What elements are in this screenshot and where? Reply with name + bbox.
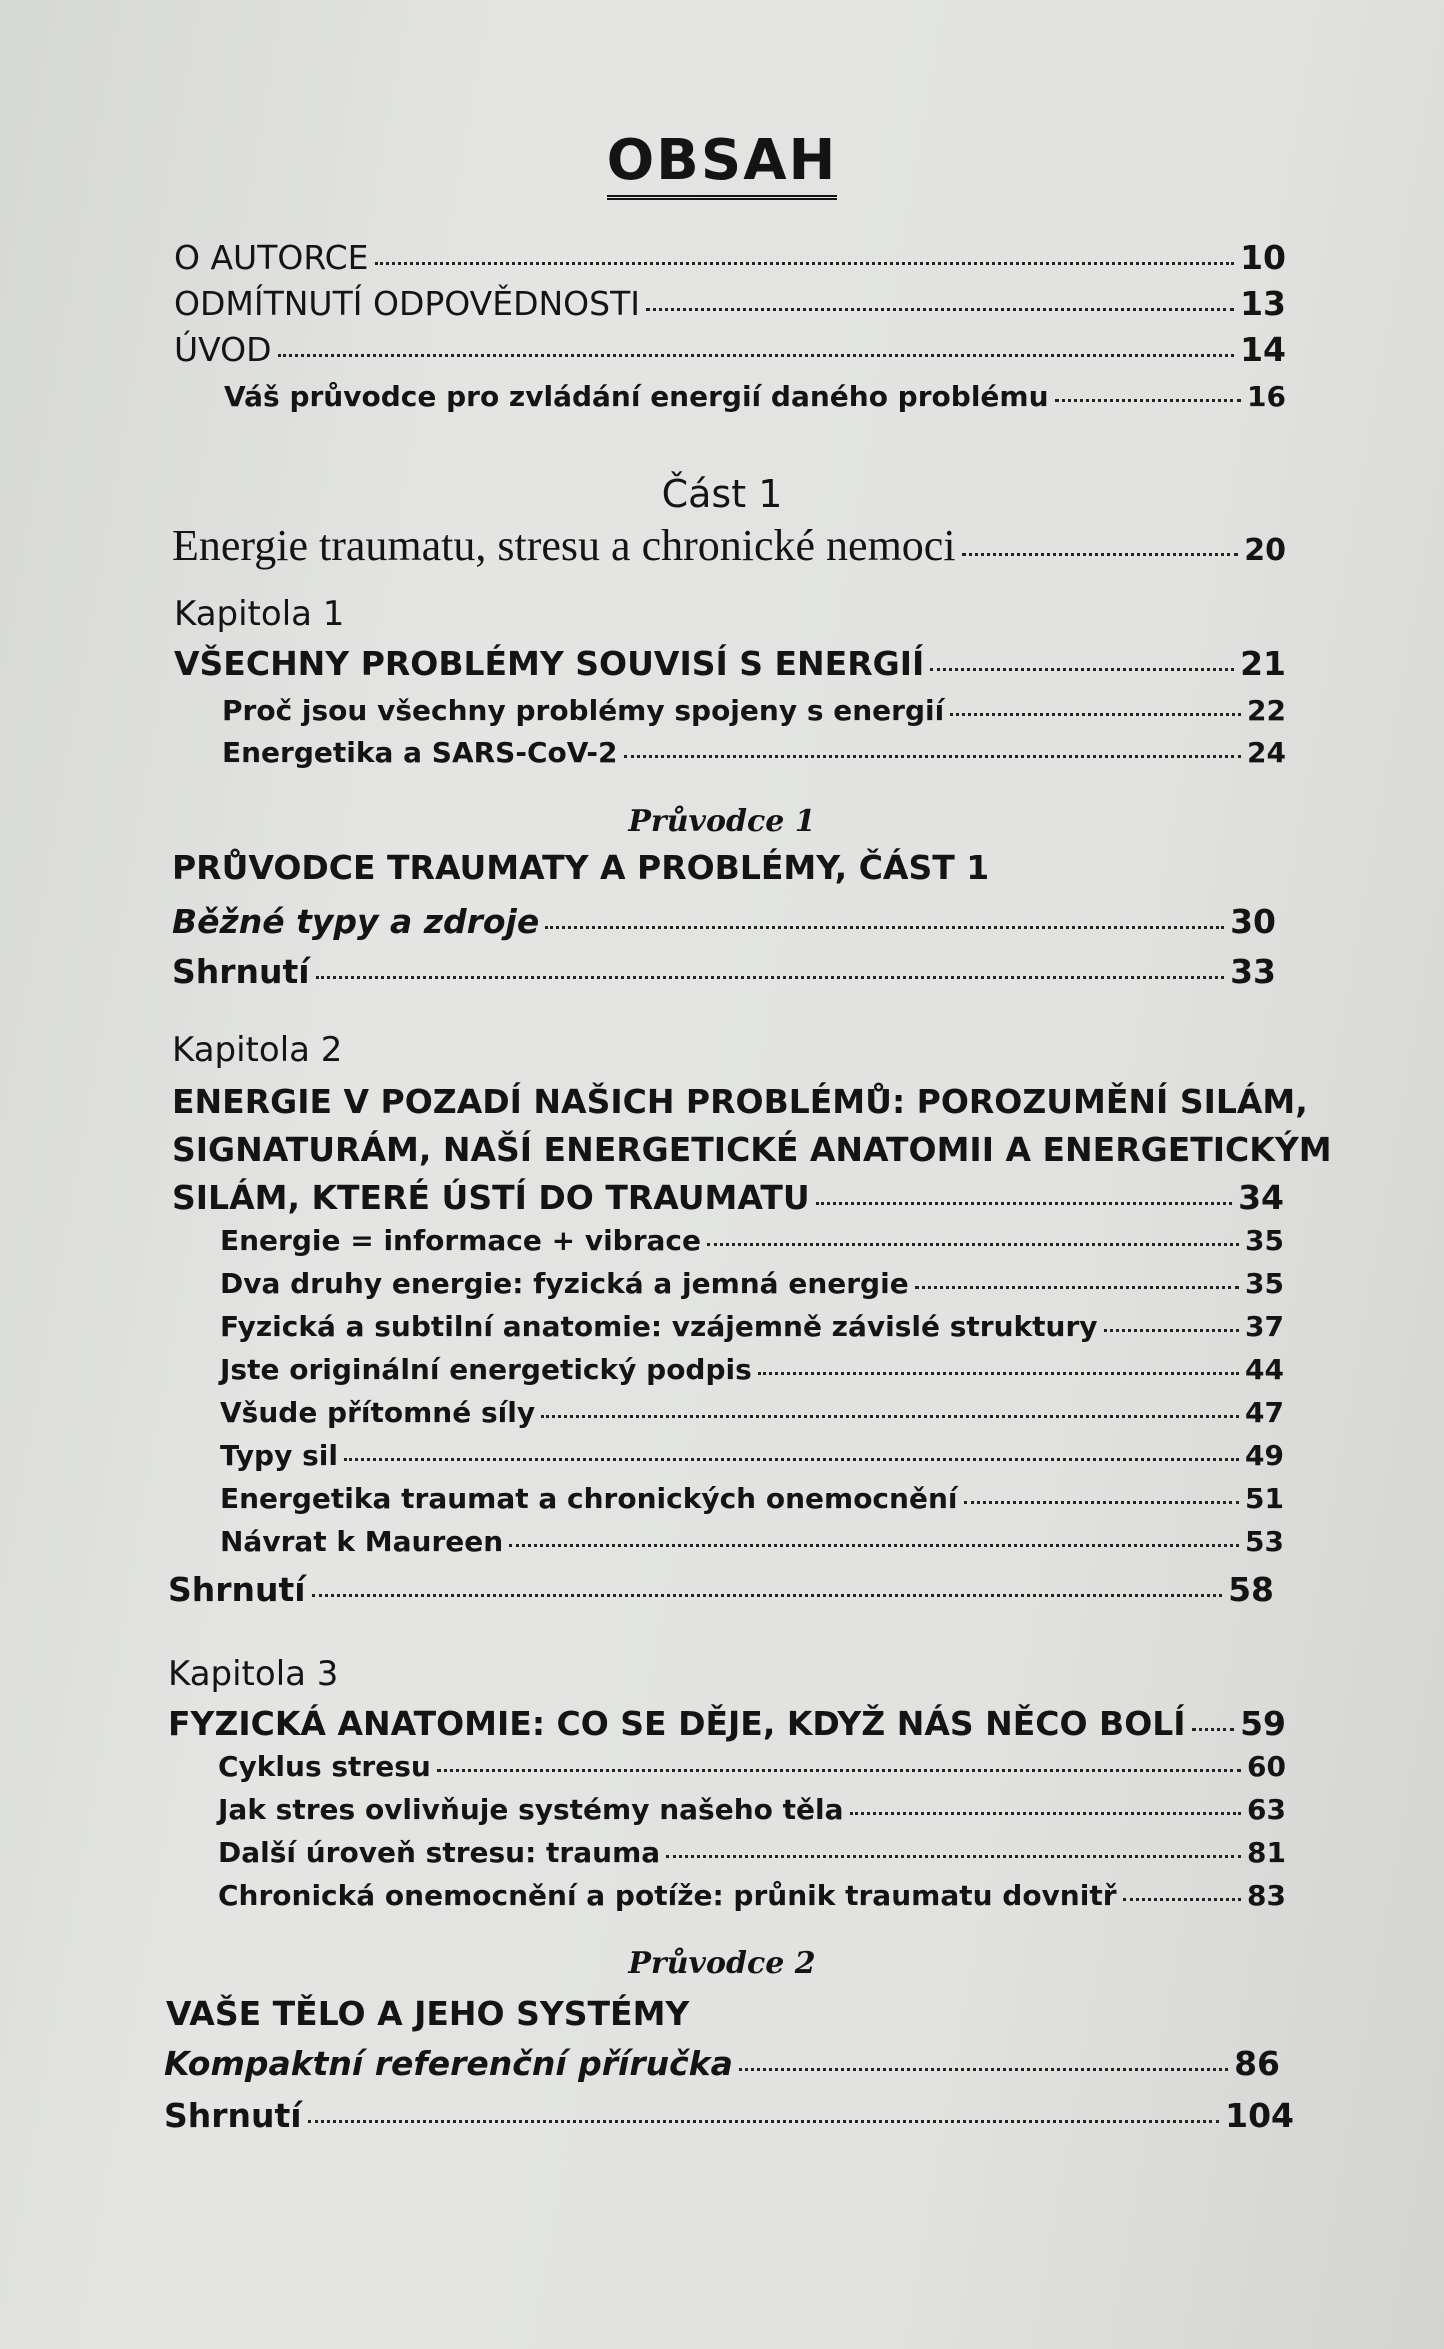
toc-entry-page: 60 bbox=[1247, 1750, 1286, 1783]
chapter-label: Kapitola 1 bbox=[174, 594, 345, 634]
toc-entry-label: Fyzická a subtilní anatomie: vzájemně závislé struktury bbox=[220, 1310, 1098, 1343]
toc-subentry bbox=[222, 736, 1286, 769]
chapter-title-entry bbox=[174, 644, 1286, 683]
toc-entry-page: 59 bbox=[1240, 1704, 1286, 1743]
toc-entry bbox=[164, 2096, 1294, 2135]
toc-entry bbox=[174, 238, 1286, 277]
toc-subentry bbox=[220, 1525, 1284, 1558]
toc-subentry bbox=[220, 1482, 1284, 1515]
toc-entry-label: Energie = informace + vibrace bbox=[220, 1224, 702, 1257]
chapter-title: VŠECHNY PROBLÉMY SOUVISÍ S ENERGIÍ bbox=[174, 644, 925, 683]
dot-leader bbox=[850, 1812, 1242, 1815]
toc-entry-label: Proč jsou všechny problémy spojeny s energií bbox=[222, 694, 945, 727]
dot-leader bbox=[1104, 1329, 1240, 1332]
toc-subentry bbox=[218, 1793, 1286, 1826]
toc-entry-page: 86 bbox=[1234, 2044, 1280, 2083]
toc-entry-page: 10 bbox=[1240, 238, 1286, 277]
dot-leader bbox=[509, 1544, 1239, 1547]
toc-entry-label: Jste originální energetický podpis bbox=[220, 1353, 752, 1386]
toc-entry-page: 21 bbox=[1240, 644, 1286, 683]
toc-entry bbox=[168, 1570, 1274, 1609]
toc-entry-page: 83 bbox=[1247, 1879, 1286, 1912]
toc-entry bbox=[164, 2044, 1280, 2083]
toc-entry-label: Jak stres ovlivňuje systémy našeho těla bbox=[218, 1793, 844, 1826]
toc-entry bbox=[172, 952, 1276, 991]
dot-leader bbox=[375, 262, 1235, 265]
toc-entry-page: 33 bbox=[1230, 952, 1276, 991]
toc-entry-page: 34 bbox=[1238, 1178, 1284, 1217]
guide-label: Průvodce 2 bbox=[628, 1946, 816, 1981]
toc-entry-label: Chronická onemocnění a potíže: průnik traumatu dovnitř bbox=[218, 1879, 1117, 1912]
toc-entry-page: 37 bbox=[1245, 1310, 1284, 1343]
toc-subentry bbox=[222, 694, 1286, 727]
toc-entry-page: 24 bbox=[1247, 736, 1286, 769]
toc-subentry bbox=[220, 1396, 1284, 1429]
chapter-label: Kapitola 3 bbox=[168, 1654, 339, 1694]
toc-entry-label: O AUTORCE bbox=[174, 238, 369, 277]
toc-entry-page: 81 bbox=[1247, 1836, 1286, 1869]
toc-entry bbox=[174, 330, 1286, 369]
toc-subentry bbox=[220, 1310, 1284, 1343]
toc-entry bbox=[174, 284, 1286, 323]
dot-leader bbox=[666, 1855, 1241, 1858]
toc-entry-label: Všude přítomné síly bbox=[220, 1396, 536, 1429]
toc-subentry bbox=[218, 1879, 1286, 1912]
dot-leader bbox=[950, 713, 1241, 716]
chapter-title-line: SIGNATURÁM, NAŠÍ ENERGETICKÉ ANATOMII A ENERGETICKÝM bbox=[172, 1130, 1332, 1169]
toc-entry-label: Energetika traumat a chronických onemocnění bbox=[220, 1482, 958, 1515]
chapter-title-entry bbox=[168, 1704, 1286, 1743]
toc-entry-page: 44 bbox=[1245, 1353, 1284, 1386]
toc-subentry bbox=[220, 1353, 1284, 1386]
toc-entry bbox=[172, 902, 1276, 941]
toc-entry-label: ODMÍTNUTÍ ODPOVĚDNOSTI bbox=[174, 284, 640, 323]
toc-entry-page: 13 bbox=[1240, 284, 1286, 323]
dot-leader bbox=[624, 755, 1242, 758]
part-title-entry bbox=[172, 520, 1286, 571]
toc-entry-label: Cyklus stresu bbox=[218, 1750, 431, 1783]
toc-subentry bbox=[220, 1224, 1284, 1257]
toc-subentry bbox=[220, 1267, 1284, 1300]
toc-subentry bbox=[218, 1750, 1286, 1783]
chapter-title: FYZICKÁ ANATOMIE: CO SE DĚJE, KDYŽ NÁS NĚCO BOLÍ bbox=[168, 1704, 1186, 1743]
toc-entry-page: 20 bbox=[1244, 533, 1286, 568]
toc-entry-label: Typy sil bbox=[220, 1439, 338, 1472]
dot-leader bbox=[816, 1202, 1232, 1205]
part-label: Část 1 bbox=[661, 472, 783, 516]
toc-entry-label: Shrnutí bbox=[172, 952, 310, 991]
toc-entry-page: 14 bbox=[1240, 330, 1286, 369]
toc-entry-page: 35 bbox=[1245, 1267, 1284, 1300]
chapter-title-line: SILÁM, KTERÉ ÚSTÍ DO TRAUMATU bbox=[172, 1178, 810, 1217]
dot-leader bbox=[316, 976, 1224, 979]
chapter-title-entry bbox=[172, 1178, 1284, 1217]
dot-leader bbox=[1055, 399, 1242, 402]
toc-entry-page: 30 bbox=[1230, 902, 1276, 941]
toc-entry-label: Shrnutí bbox=[164, 2096, 302, 2135]
dot-leader bbox=[1123, 1898, 1242, 1901]
toc-entry-label: Návrat k Maureen bbox=[220, 1525, 504, 1558]
dot-leader bbox=[545, 926, 1224, 929]
dot-leader bbox=[930, 668, 1234, 671]
toc-entry-page: 22 bbox=[1247, 694, 1286, 727]
guide-title: VAŠE TĚLO A JEHO SYSTÉMY bbox=[166, 1994, 690, 2033]
dot-leader bbox=[646, 308, 1234, 311]
toc-entry-page: 53 bbox=[1245, 1525, 1284, 1558]
dot-leader bbox=[758, 1372, 1239, 1375]
dot-leader bbox=[1192, 1728, 1234, 1731]
dot-leader bbox=[707, 1243, 1239, 1246]
dot-leader bbox=[915, 1286, 1239, 1289]
toc-entry-page: 47 bbox=[1245, 1396, 1284, 1429]
chapter-title-line: ENERGIE V POZADÍ NAŠICH PROBLÉMŮ: POROZUMĚNÍ SILÁM, bbox=[172, 1082, 1308, 1121]
dot-leader bbox=[278, 354, 1235, 357]
toc-entry-label: Kompaktní referenční příručka bbox=[164, 2044, 733, 2083]
dot-leader bbox=[312, 1594, 1222, 1597]
toc-entry-page: 49 bbox=[1245, 1439, 1284, 1472]
toc-entry-label: Energetika a SARS-CoV-2 bbox=[222, 736, 618, 769]
page-title: OBSAH bbox=[0, 128, 1444, 200]
dot-leader bbox=[541, 1415, 1239, 1418]
toc-entry-page: 51 bbox=[1245, 1482, 1284, 1515]
dot-leader bbox=[964, 1501, 1240, 1504]
dot-leader bbox=[308, 2120, 1220, 2123]
dot-leader bbox=[344, 1458, 1239, 1461]
toc-entry-label: Shrnutí bbox=[168, 1570, 306, 1609]
part-title: Energie traumatu, stresu a chronické nemoci bbox=[172, 521, 956, 570]
toc-entry-page: 16 bbox=[1247, 380, 1286, 413]
dot-leader bbox=[437, 1769, 1241, 1772]
toc-entry-label: ÚVOD bbox=[174, 330, 272, 369]
guide-title: PRŮVODCE TRAUMATY A PROBLÉMY, ČÁST 1 bbox=[172, 848, 990, 887]
toc-subentry bbox=[220, 1439, 1284, 1472]
toc-entry-label: Váš průvodce pro zvládání energií daného problému bbox=[224, 380, 1049, 413]
toc-entry-page: 58 bbox=[1228, 1570, 1274, 1609]
toc-entry-page: 35 bbox=[1245, 1224, 1284, 1257]
toc-entry-label: Další úroveň stresu: trauma bbox=[218, 1836, 661, 1869]
guide-label: Průvodce 1 bbox=[628, 804, 816, 839]
dot-leader bbox=[739, 2068, 1228, 2071]
toc-entry-label: Dva druhy energie: fyzická a jemná energie bbox=[220, 1267, 909, 1300]
toc-subentry bbox=[224, 380, 1286, 413]
toc-entry-label: Běžné typy a zdroje bbox=[172, 902, 540, 941]
toc-entry-page: 104 bbox=[1225, 2096, 1294, 2135]
dot-leader bbox=[962, 553, 1239, 556]
chapter-label: Kapitola 2 bbox=[172, 1030, 343, 1070]
toc-subentry bbox=[218, 1836, 1286, 1869]
toc-entry-page: 63 bbox=[1247, 1793, 1286, 1826]
